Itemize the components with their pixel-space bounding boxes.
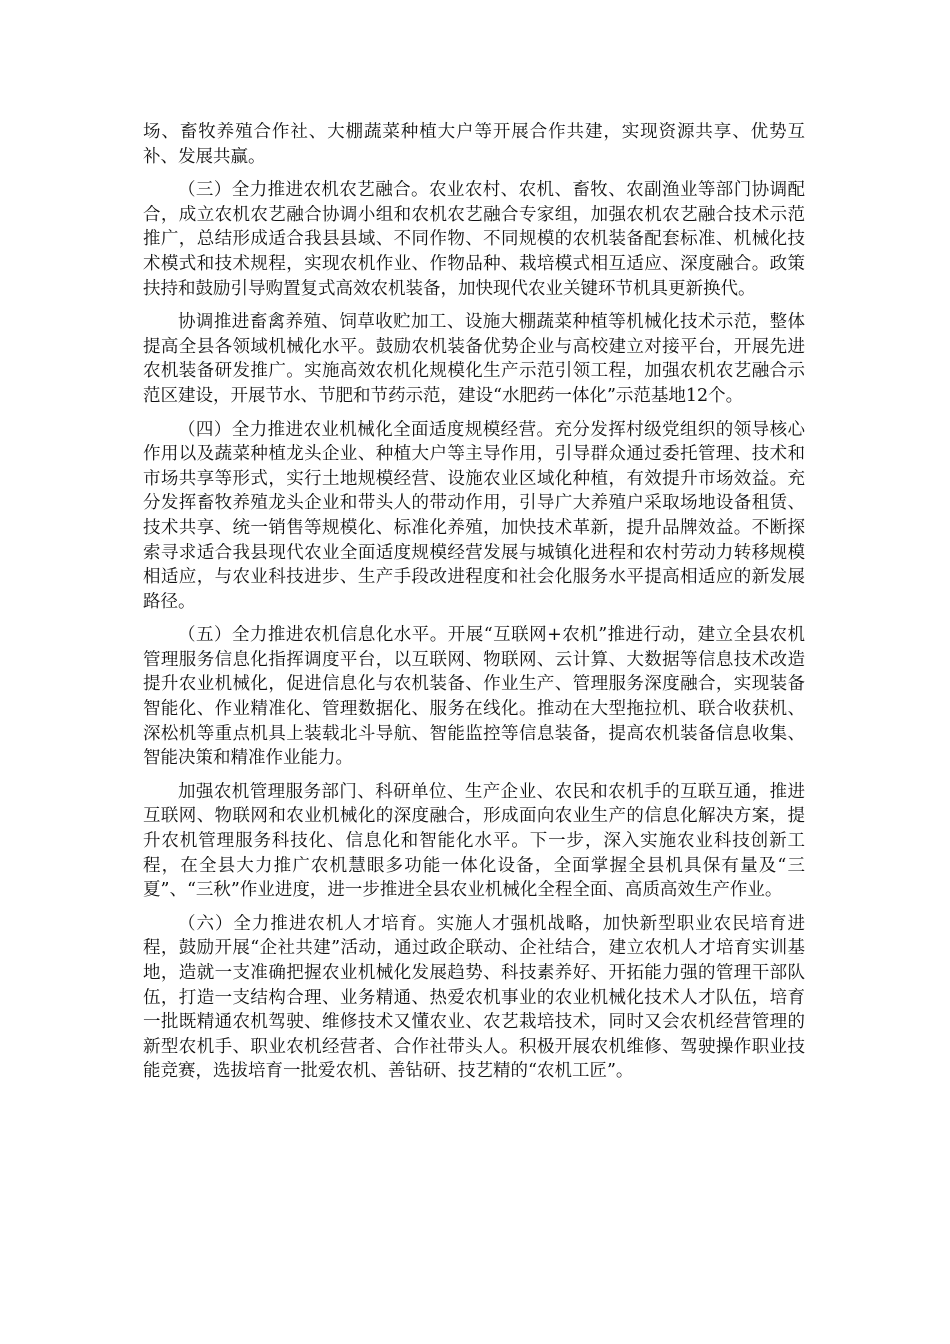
paragraph-gap (143, 903, 805, 912)
paragraph-section-5: （五）全力推进农机信息化水平。开展“互联网+农机”推进行动，建立全县农机管理服务信息化指挥调度平台，以互联网、物联网、云计算、大数据等信息技术改造提升农业机械化，促进信息化与农机装备、作业生产、管理服务深度融合，实现装备智能化、作业精准化、管理数据化、服务在线化。推动在大型拖拉机、联合收获机、深松机等重点机具上装载北斗导航、智能监控等信息装备，提高农机装备信息收集、智能决策和精准作业能力。 (143, 625, 805, 769)
paragraph-section-3: （三）全力推进农机农艺融合。农业农村、农机、畜牧、农副渔业等部门协调配合，成立农机农艺融合协调小组和农机农艺融合专家组，加强农机农艺融合技术示范推广，总结形成适合我县县域、不同作物、不同规模的农机装备配套标准、机械化技术模式和技术规程，实现农机作业、作物品种、栽培模式相互适应、深度融合。政策扶持和鼓励引导购置复式高效农机装备，加快现代农业关键环节机具更新换代。 (143, 180, 805, 299)
paragraph-gap (143, 771, 805, 780)
paragraph-section-6: （六）全力推进农机人才培育。实施人才强机战略，加快新型职业农民培育进程，鼓励开展“企社共建”活动，通过政企联动、企社结合，建立农机人才培育实训基地，造就一支准确把握农业机械化发展趋势、科技素养好、开拓能力强的管理干部队伍，打造一支结构合理、业务精通、热爱农机事业的农业机械化技术人才队伍，培育一批既精通农机驾驶、维修技术又懂农业、农艺栽培技术，同时又会农机经营管理的新型农机手、职业农机经营者、合作社带头人。积极开展农机维修、驾驶操作职业技能竞赛，选拔培育一批爱农机、善钻研、技艺精的“农机工匠”。 (143, 913, 805, 1082)
paragraph-section-5-detail: 加强农机管理服务部门、科研单位、生产企业、农民和农机手的互联互通，推进互联网、物联网和农业机械化的深度融合，形成面向农业生产的信息化解决方案，提升农机管理服务科技化、信息化和智能化水平。下一步，深入实施农业科技创新工程，在全县大力推广农机慧眼多功能一体化设备，全面掌握全县机具保有量及“三夏”、“三秋”作业进度，进一步推进全县农业机械化全程全面、高质高效生产作业。 (143, 781, 805, 901)
paragraph-gap (143, 614, 805, 623)
paragraph-continuation: 场、畜牧养殖合作社、大棚蔬菜种植大户等开展合作共建，实现资源共享、优势互补、发展共赢。 (143, 122, 805, 167)
paragraph-gap (143, 301, 805, 310)
paragraph-section-4: （四）全力推进农业机械化全面适度规模经营。充分发挥村级党组织的领导核心作用以及蔬菜种植龙头企业、种植大户等主导作用，引导群众通过委托管理、技术和市场共享等形式，实行土地规模经营、设施农业区域化种植，有效提升市场效益。充分发挥畜牧养殖龙头企业和带头人的带动作用，引导广大养殖户采取场地设备租赁、技术共享、统一销售等规模化、标准化养殖，加快技术革新，提升品牌效益。不断探索寻求适合我县现代农业全面适度规模经营发展与城镇化进程和农村劳动力转移规模相适应，与农业科技进步、生产手段改进程度和社会化服务水平提高相适应的新发展路径。 (143, 419, 805, 612)
paragraph-gap (143, 169, 805, 178)
paragraph-gap (143, 409, 805, 418)
paragraph-section-3-detail: 协调推进畜禽养殖、饲草收贮加工、设施大棚蔬菜种植等机械化技术示范，整体提高全县各领域机械化水平。鼓励农机装备优势企业与高校建立对接平台，开展先进农机装备研发推广。实施高效农机化规模化生产示范引领工程，加强农机农艺融合示范区建设，开展节水、节肥和节药示范，建设“水肥药一体化”示范基地12个。 (143, 312, 805, 406)
document-body (143, 120, 805, 1084)
